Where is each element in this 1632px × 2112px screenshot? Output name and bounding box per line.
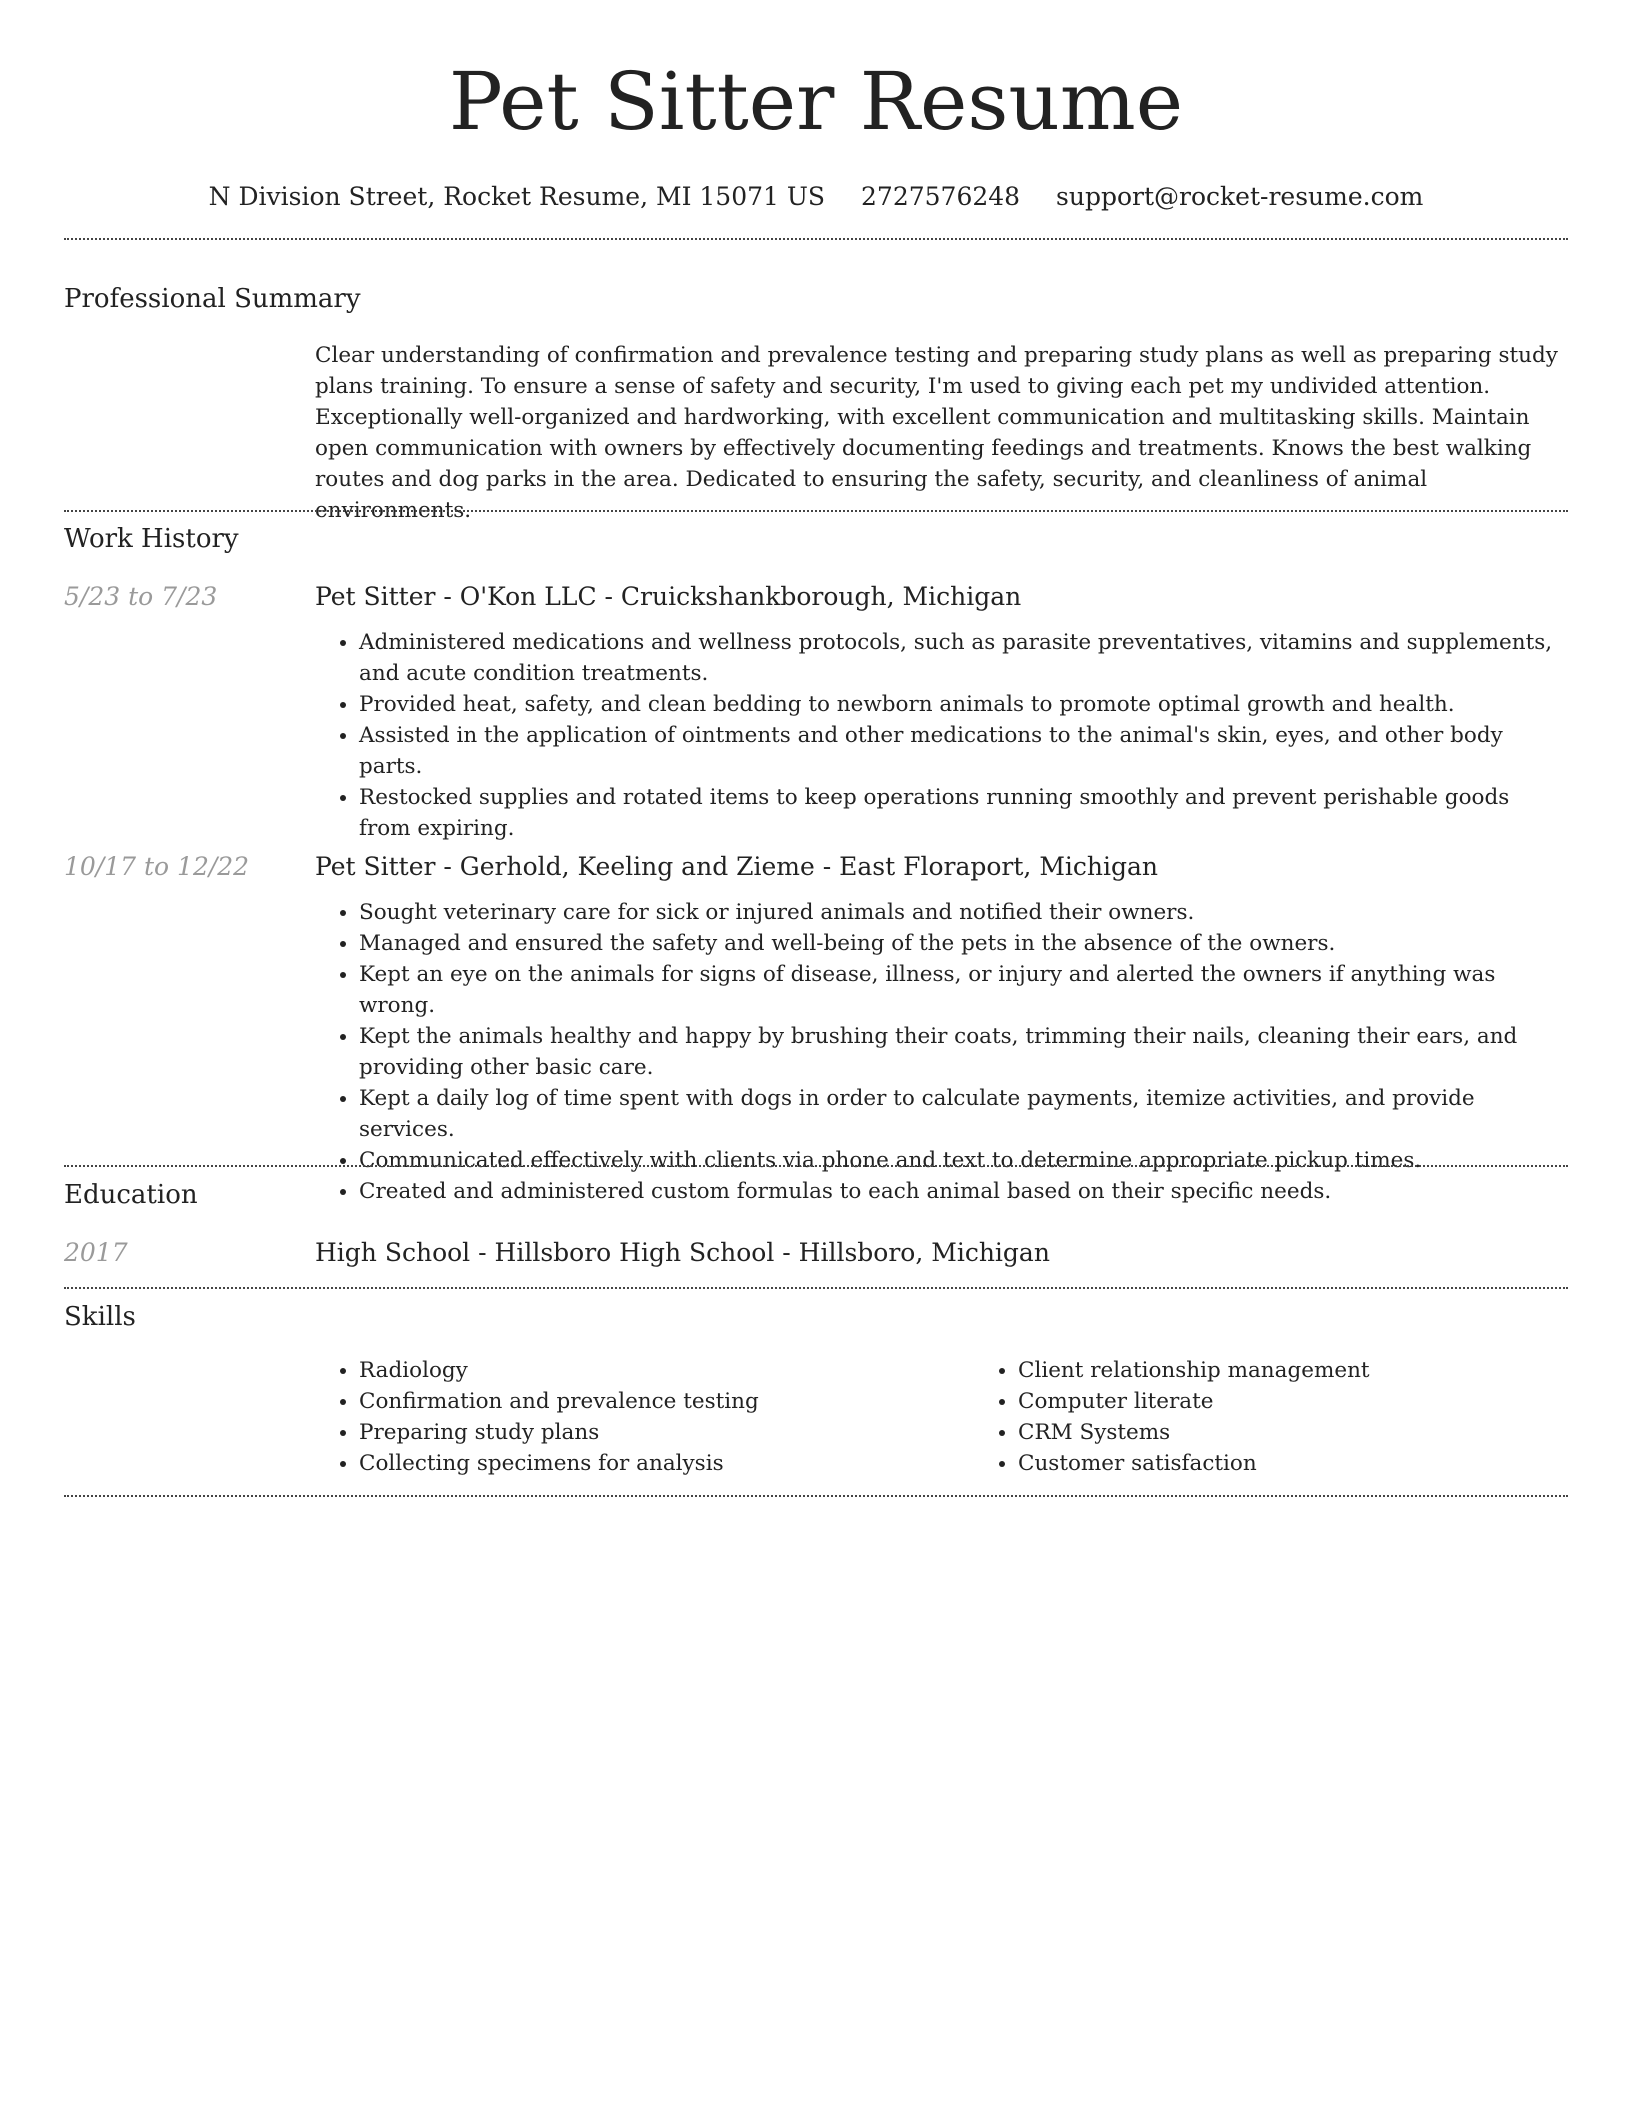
- summary-text: Clear understanding of confirmation and prevalence testing and preparing study plans as well as preparing study plans training. To ensure a sense of safety and security, I'm used to giving each pet my undivided attention. Exceptionally well-organized and hardworking, with excellent communication and multitasking skills. Maintain open communication with owners by effectively documenting feedings and treatments. Knows the best walking routes and dog parks in the area. Dedicated to ensuring the safety, security, and cleanliness of animal environments.: [315, 343, 1558, 523]
- job-duty: • Administered medications and wellness protocols, such as parasite preventatives, vitamins and supplements, and acute condition treatments.: [359, 627, 1563, 689]
- job-duty: • Kept the animals healthy and happy by brushing their coats, trimming their nails, cleaning their ears, and providing other basic care.: [359, 1021, 1563, 1083]
- divider: [64, 1165, 1568, 1167]
- education-entry: [315, 1236, 1563, 1270]
- job-duty: • Managed and ensured the safety and well-being of the pets in the absence of the owners.: [359, 928, 1563, 959]
- job-duty: • Kept an eye on the animals for signs of disease, illness, or injury and alerted the owners if anything was wrong.: [359, 959, 1563, 1021]
- contact-line: [0, 180, 1632, 214]
- work-history-heading: Work History: [64, 524, 239, 554]
- job-duty: • Created and administered custom formulas to each animal based on their specific needs.: [359, 1176, 1563, 1207]
- divider: [64, 1495, 1568, 1497]
- job-title: Pet Sitter - Gerhold, Keeling and Zieme - East Floraport, Michigan: [315, 852, 1159, 881]
- job-dates: 10/17 to 12/22: [64, 852, 250, 881]
- skill-item: • Radiology: [359, 1355, 974, 1386]
- job-duty: • Kept a daily log of time spent with dogs in order to calculate payments, itemize activities, and provide services.: [359, 1083, 1563, 1145]
- skills-heading: Skills: [64, 1302, 136, 1332]
- skills-column-right: [974, 1355, 1632, 1479]
- job-duty: • Assisted in the application of ointments and other medications to the animal's skin, eyes, and other body parts.: [359, 720, 1563, 782]
- divider: [64, 1287, 1568, 1289]
- job-duty: • Provided heat, safety, and clean bedding to newborn animals to promote optimal growth and health.: [359, 689, 1563, 720]
- job-duties: [315, 897, 1563, 1207]
- skill-item: • Collecting specimens for analysis: [359, 1448, 974, 1479]
- degree: High School: [315, 1238, 471, 1267]
- skill-item: • Customer satisfaction: [1018, 1448, 1632, 1479]
- summary-heading: Professional Summary: [64, 284, 361, 314]
- job-duties: [315, 627, 1563, 844]
- job-duty: • Restocked supplies and rotated items to keep operations running smoothly and prevent perishable goods from expiring.: [359, 782, 1563, 844]
- summary-section: [315, 340, 1563, 526]
- education-year: 2017: [64, 1238, 128, 1267]
- skill-item: • Client relationship management: [1018, 1355, 1632, 1386]
- skill-item: • Preparing study plans: [359, 1417, 974, 1448]
- divider: [64, 510, 1568, 512]
- job-entry: [315, 850, 1563, 1207]
- school-details: - Hillsboro High School - Hillsboro, Michigan: [470, 1238, 1050, 1267]
- divider: [64, 238, 1568, 240]
- job-duty: • Communicated effectively with clients via phone and text to determine appropriate pickup times.: [359, 1145, 1563, 1176]
- job-title: Pet Sitter - O'Kon LLC - Cruickshankborough, Michigan: [315, 582, 1022, 611]
- skills-column-left: [315, 1355, 974, 1479]
- skill-item: • Confirmation and prevalence testing: [359, 1386, 974, 1417]
- skill-item: • Computer literate: [1018, 1386, 1632, 1417]
- education-heading: Education: [64, 1180, 198, 1210]
- skill-item: • CRM Systems: [1018, 1417, 1632, 1448]
- job-entry: [315, 580, 1563, 844]
- contact-phone: 2727576248: [861, 182, 1021, 211]
- skills-list: [315, 1355, 1563, 1479]
- contact-address: N Division Street, Rocket Resume, MI 15071 US: [208, 182, 826, 211]
- resume-title: Pet Sitter Resume: [448, 55, 1184, 148]
- job-dates: 5/23 to 7/23: [64, 582, 218, 611]
- job-duty: • Sought veterinary care for sick or injured animals and notified their owners.: [359, 897, 1563, 928]
- contact-email[interactable]: support@rocket-resume.com: [1056, 182, 1424, 211]
